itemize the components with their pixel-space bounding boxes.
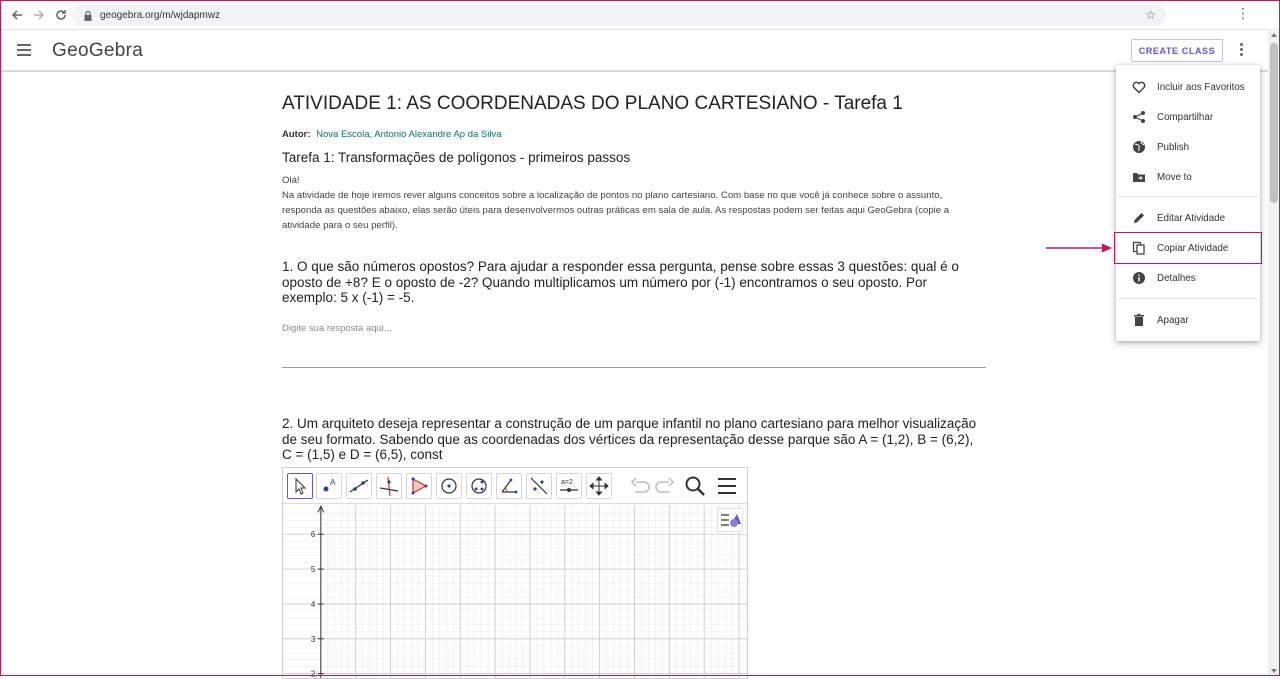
applet-menu-icon[interactable]	[715, 474, 739, 498]
menu-item-publish[interactable]: Publish	[1116, 132, 1260, 162]
answer-input[interactable]: Digite sua resposta aqui...	[282, 323, 392, 334]
more-options-icon[interactable]	[1240, 43, 1244, 58]
answer-underline	[282, 367, 986, 368]
menu-item-copy-activity[interactable]: Copiar Atividade	[1115, 233, 1261, 263]
style-bar-toggle[interactable]	[717, 508, 743, 532]
menu-divider	[1116, 298, 1260, 299]
menu-item-edit-activity[interactable]: Editar Atividade	[1116, 203, 1260, 233]
line-tool-icon[interactable]	[346, 473, 372, 499]
menu-divider	[1116, 196, 1260, 197]
intro-greeting: Olá!	[282, 173, 982, 188]
menu-item-share[interactable]: Compartilhar	[1116, 102, 1260, 132]
y-tick-label: 6	[311, 530, 316, 539]
annotation-arrow-icon	[1046, 242, 1112, 254]
slider-tool-icon[interactable]	[556, 473, 582, 499]
conic-tool-icon[interactable]	[466, 473, 492, 499]
polygon-tool-icon[interactable]	[406, 473, 432, 499]
circle-tool-icon[interactable]	[436, 473, 462, 499]
perpendicular-tool-icon[interactable]	[376, 473, 402, 499]
trash-icon	[1132, 313, 1146, 327]
author-line	[282, 129, 502, 140]
back-icon[interactable]	[6, 4, 28, 26]
y-tick-label: 4	[311, 600, 316, 609]
scroll-up-icon[interactable]	[1271, 33, 1277, 37]
intro-paragraph: Na atividade de hoje iremos rever alguns conceitos sobre a localização de pontos no plano cartesiano. Com base no que você já conhece sobre o assunto, responda as questões abaixo, elas serão úteis para desenvolvermos outras práticas em sala de aula. As respostas podem ser feitas aqui GeoGebra (copie a atividade para o seu perfil).	[282, 188, 982, 233]
browser-toolbar	[0, 0, 1280, 30]
style-bar-icon	[718, 509, 742, 531]
address-bar[interactable]	[72, 5, 1166, 26]
y-tick-label: 5	[311, 565, 316, 574]
move-tool-icon[interactable]	[287, 473, 313, 499]
point-tool-icon[interactable]	[316, 473, 342, 499]
search-icon[interactable]	[683, 474, 707, 498]
angle-tool-icon[interactable]	[496, 473, 522, 499]
svg-text:a=2: a=2	[561, 479, 573, 486]
y-tick-label: 2	[311, 670, 316, 679]
menu-item-move-to[interactable]: Move to	[1116, 162, 1260, 192]
share-icon	[1132, 110, 1146, 124]
author-links[interactable]: Nova Escola, Antonio Alexandre Ap da Silva	[316, 129, 501, 140]
options-dropdown-menu	[1116, 65, 1260, 341]
info-icon	[1132, 271, 1146, 285]
page-scrollbar[interactable]	[1268, 31, 1280, 676]
svg-text:A: A	[330, 478, 336, 487]
browser-menu-icon[interactable]: ⋮	[1236, 6, 1250, 20]
menu-item-delete[interactable]: Apagar	[1116, 305, 1260, 335]
question-2: 2. Um arquiteto deseja representar a construção de um parque infantil no plano cartesiano para melhor visualização de seu formato. Sabendo que as coordenadas dos vértices da representação desse parque são A = (1,2), B = (6,2), C = (1,5) e D = (6,5), const	[282, 416, 986, 463]
y-tick-label: 3	[311, 635, 316, 644]
reflect-tool-icon[interactable]	[526, 473, 552, 499]
forward-icon[interactable]	[28, 4, 50, 26]
app-header	[0, 31, 1268, 72]
applet-toolbar	[283, 468, 747, 504]
scrollbar-thumb[interactable]	[1270, 43, 1278, 203]
menu-item-favorites[interactable]: Incluir aos Favoritos	[1116, 72, 1260, 102]
intro-text-block	[282, 173, 982, 233]
author-label: Autor:	[282, 129, 311, 140]
bookmark-star-icon[interactable]: ☆	[1145, 8, 1156, 22]
folder-move-icon	[1132, 170, 1146, 184]
create-class-button[interactable]: CREATE CLASS	[1131, 39, 1223, 62]
url-text: geogebra.org/m/wjdapmwz	[100, 10, 220, 21]
move-view-tool-icon[interactable]	[586, 473, 612, 499]
reload-icon[interactable]	[50, 4, 72, 26]
lock-icon	[82, 10, 94, 22]
page-title: ATIVIDADE 1: AS COORDENADAS DO PLANO CARTESIANO - Tarefa 1	[282, 93, 903, 115]
copy-icon	[1132, 241, 1146, 255]
heart-icon	[1132, 80, 1146, 94]
task-subtitle: Tarefa 1: Transformações de polígonos - primeiros passos	[282, 150, 630, 165]
geogebra-applet[interactable]	[282, 467, 748, 679]
globe-icon	[1132, 140, 1146, 154]
question-1: 1. O que são números opostos? Para ajudar a responder essa pergunta, pense sobre essas 3 questões: qual é o oposto de +8? E o oposto de -2? Quando multiplicamos um número por (-1) encontramos o seu oposto. Por exemplo: 5 x (-1) = -5.	[282, 259, 982, 306]
geogebra-logo[interactable]: GeoGebra	[52, 40, 143, 62]
undo-icon[interactable]	[628, 474, 652, 498]
graphics-view[interactable]	[283, 505, 747, 679]
hamburger-menu-icon[interactable]	[17, 44, 31, 56]
menu-item-details[interactable]: Detalhes	[1116, 263, 1260, 293]
pencil-icon	[1132, 211, 1146, 225]
redo-icon[interactable]	[653, 474, 677, 498]
scroll-down-icon[interactable]	[1271, 669, 1277, 673]
